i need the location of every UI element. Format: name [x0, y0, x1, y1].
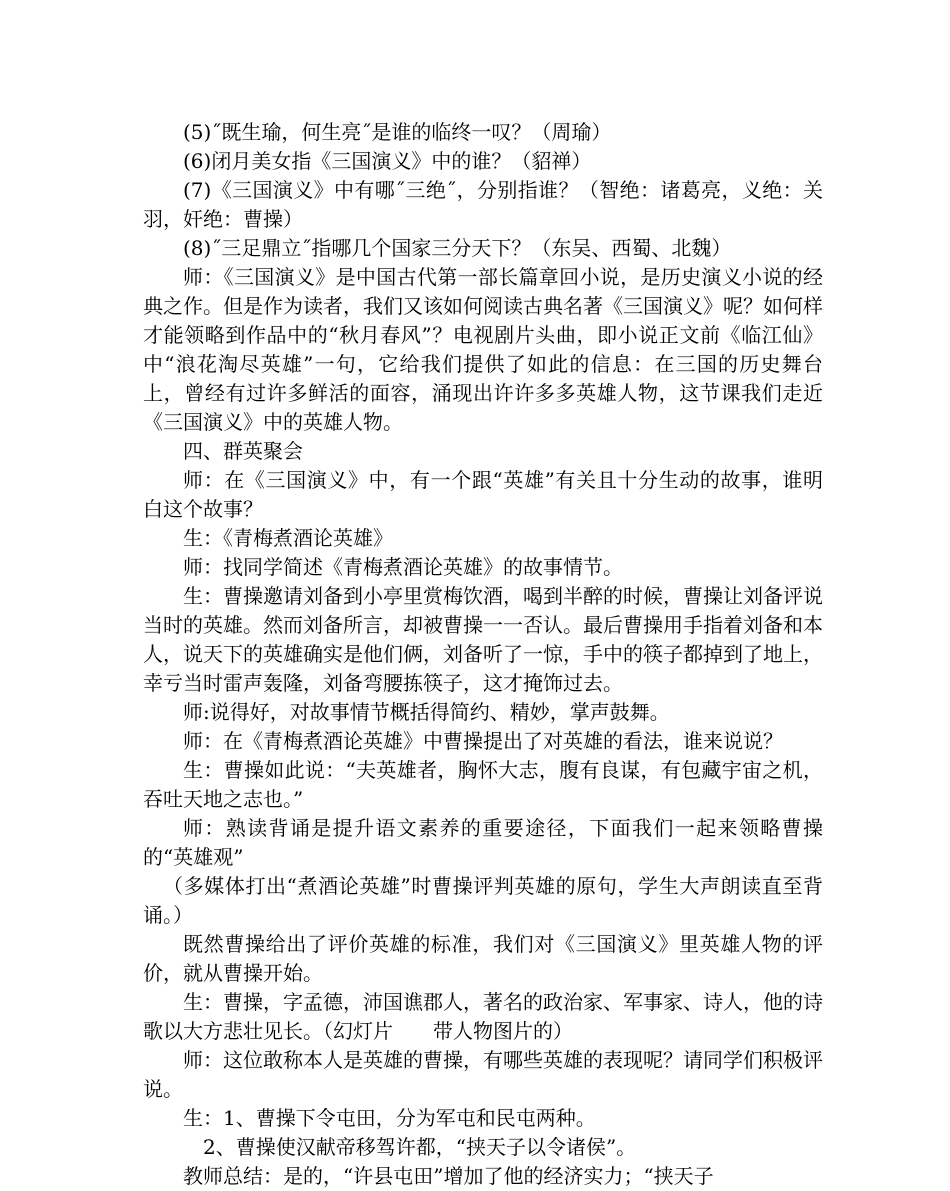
student-point-1: 生：1、曹操下令屯田，分为军屯和民屯两种。 [183, 1106, 596, 1130]
student-quote-paragraph: 生：曹操如此说：“夫英雄者，胸怀大志，腹有良谋，有包藏宇宙之机，吞吐天地之志也。” [143, 758, 823, 811]
quiz-item-5: (5)˝既生瑜，何生亮˝是谁的临终一叹？（周瑜） [183, 120, 612, 144]
section-heading: 四、群英聚会 [183, 439, 303, 463]
teacher-prompt-paragraph: 师：找同学简述《青梅煮酒论英雄》的故事情节。 [183, 555, 623, 579]
document-page [143, 118, 823, 1191]
teacher-discussion-paragraph: 师：这位敢称本人是英雄的曹操，有哪些英雄的表现呢？请同学们积极评说。 [143, 1048, 823, 1101]
student-point-2: 2、曹操使汉献帝移驾许都，“挟天子以令诸侯”。 [203, 1135, 637, 1159]
quiz-item-7: (7)《三国演义》中有哪˝三绝˝，分别指谁？（智绝：诸葛亮，义绝：关羽，奸绝：曹操） [143, 178, 823, 231]
multimedia-note-paragraph: （多媒体打出“煮酒论英雄”时曹操评判英雄的原句，学生大声朗读直至背诵。） [143, 874, 823, 927]
teacher-question-paragraph: 师：在《三国演义》中，有一个跟“英雄”有关且十分生动的故事，谁明白这个故事？ [143, 468, 823, 521]
student-story-paragraph: 生：曹操邀请刘备到小亭里赏梅饮酒，喝到半醉的时候，曹操让刘备评说当时的英雄。然而刘备所言，却被曹操一一否认。最后曹操用手指着刘备和本人，说天下的英雄确实是他们俩，刘备听了一惊，手中的筷子都掉到了地上，幸亏当时雷声轰隆，刘备弯腰拣筷子，这才掩饰过去。 [143, 584, 823, 695]
teacher-recitation-paragraph: 师：熟读背诵是提升语文素养的重要途径，下面我们一起来领略曹操的“英雄观” [143, 816, 823, 869]
quiz-item-6: (6)闭月美女指《三国演义》中的谁？（貂禅） [183, 149, 592, 173]
teacher-question-paragraph: 师：在《青梅煮酒论英雄》中曹操提出了对英雄的看法，谁来说说？ [183, 729, 783, 753]
student-caocao-paragraph: 生：曹操，字孟德，沛国谯郡人，著名的政治家、军事家、诗人，他的诗歌以大方悲壮见长。（幻灯片 带人物图片的） [143, 990, 823, 1043]
quiz-item-8: (8)˝三足鼎立˝指哪几个国家三分天下？（东吴、西蜀、北魏） [183, 236, 732, 260]
transition-paragraph: 既然曹操给出了评价英雄的标准，我们对《三国演义》里英雄人物的评价，就从曹操开始。 [143, 932, 823, 985]
teacher-intro-paragraph: 师：《三国演义》是中国古代第一部长篇章回小说，是历史演义小说的经典之作。但是作为读者，我们又该如何阅读古典名著《三国演义》呢？如何样才能领略到作品中的“秋月春风”？电视剧片头曲，即小说正文前《临江仙》中“浪花淘尽英雄”一句，它给我们提供了如此的信息：在三国的历史舞台上，曾经有过许多鲜活的面容，涌现出许许多多英雄人物，这节课我们走近《三国演义》中的英雄人物。 [143, 265, 823, 434]
student-answer-paragraph: 生：《青梅煮酒论英雄》 [183, 526, 393, 550]
teacher-summary-paragraph: 教师总结：是的，“许县屯田”增加了他的经济实力；“挟天子 [183, 1164, 714, 1188]
teacher-praise-paragraph: 师:说得好，对故事情节概括得简约、精妙，掌声鼓舞。 [183, 700, 670, 724]
